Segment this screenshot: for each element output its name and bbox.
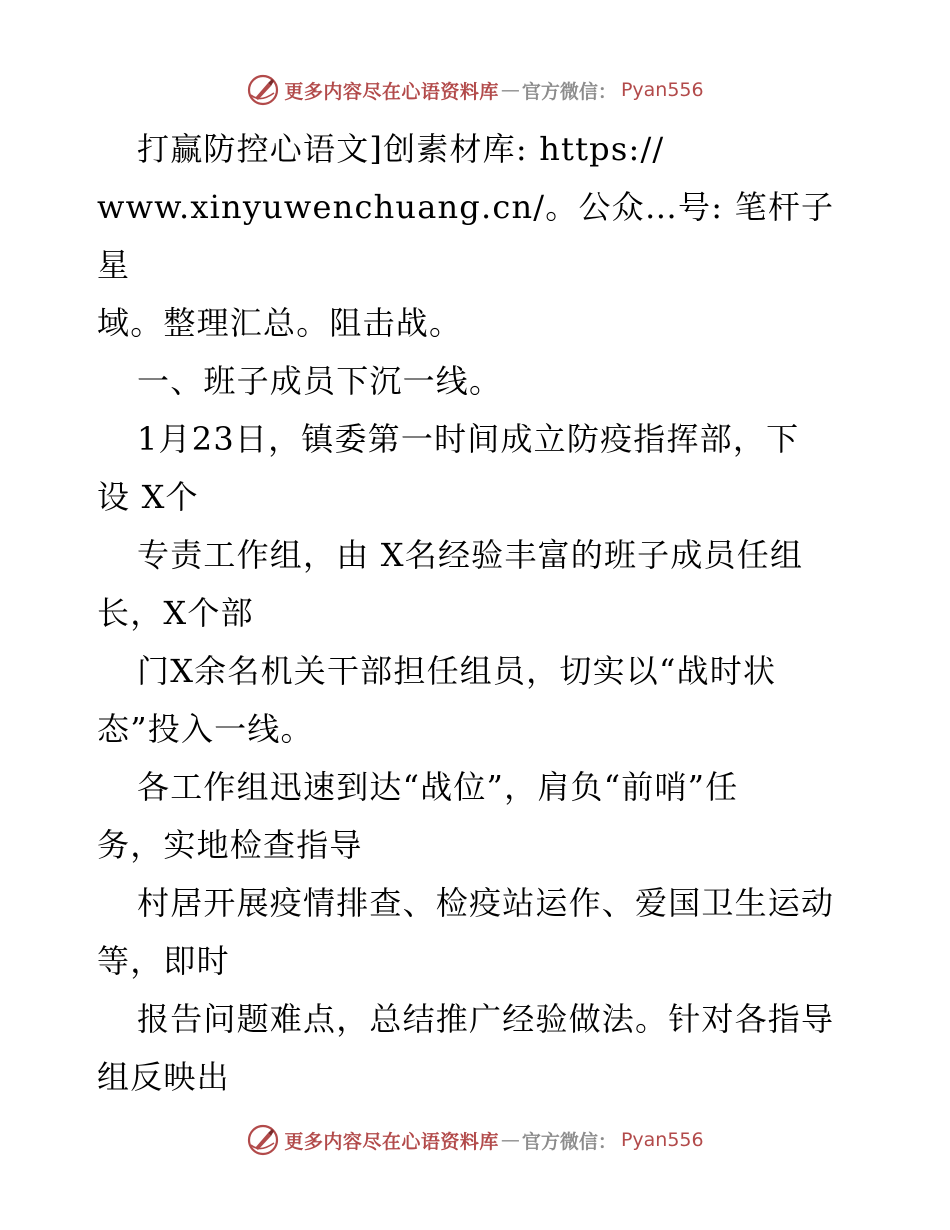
footer-banner — [0, 1120, 950, 1160]
banner-title: 更多内容尽在心语资料库 — [284, 80, 499, 103]
banner-wechat-id: Pyan556 — [620, 79, 704, 101]
quill-logo-icon — [246, 73, 280, 107]
body-line: 1月23日，镇委第一时间成立防疫指挥部，下 — [137, 420, 800, 458]
body-line: 专责工作组，由 X名经验丰富的班子成员任组 — [137, 536, 804, 574]
body-line: 域。整理汇总。阻击战。 — [97, 304, 463, 342]
body-line: 打赢防控心语文]创素材库: https:// — [137, 130, 665, 168]
banner-separator: — — [500, 79, 520, 101]
body-line: 各工作组迅速到达“战位”，肩负“前哨”任 — [137, 768, 739, 806]
banner-wechat-id: Pyan556 — [620, 1129, 704, 1151]
body-line: 设 X个 — [97, 478, 199, 516]
body-line: 门X余名机关干部担任组员，切实以“战时状 — [137, 652, 777, 690]
header-banner — [0, 70, 950, 110]
banner-separator: — — [500, 1129, 520, 1151]
body-line: 长，X个部 — [97, 594, 254, 632]
body-line: 态”投入一线。 — [97, 710, 314, 748]
body-line: 报告问题难点，总结推广经验做法。针对各指导 — [137, 1000, 835, 1038]
banner-title: 更多内容尽在心语资料库 — [284, 1130, 499, 1153]
section-heading: 一、班子成员下沉一线。 — [137, 362, 503, 400]
banner-wechat-label: 官方微信： — [521, 1130, 617, 1153]
document-body — [97, 120, 857, 1106]
body-line: 村居开展疫情排查、检疫站运作、爱国卫生运动 — [137, 884, 835, 922]
body-line: 组反映出 — [97, 1058, 230, 1096]
banner-wechat-label: 官方微信： — [521, 80, 617, 103]
quill-logo-icon — [246, 1123, 280, 1157]
body-line: 等，即时 — [97, 942, 230, 980]
body-line: www.xinyuwenchuang.cn/。公众…号: 笔杆子星 — [97, 188, 835, 284]
body-line: 务，实地检查指导 — [97, 826, 363, 864]
